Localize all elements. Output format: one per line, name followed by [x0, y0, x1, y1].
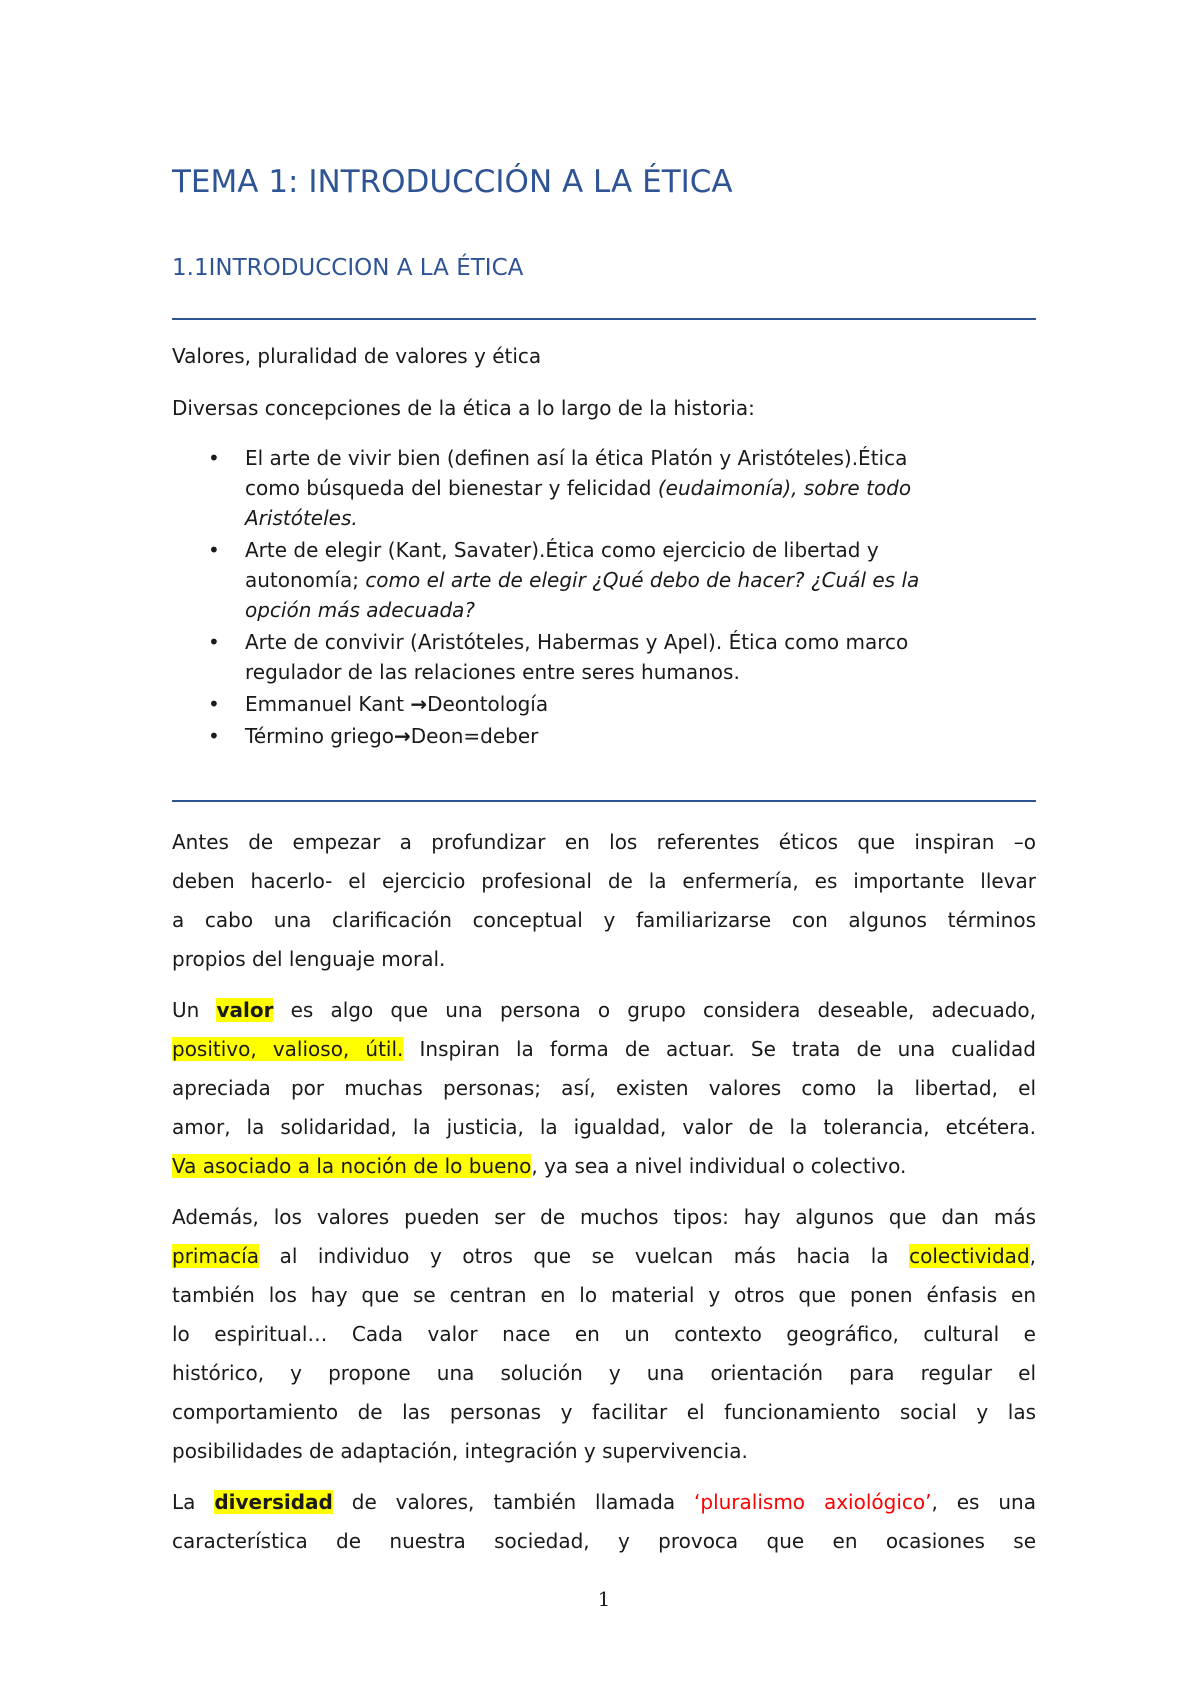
- section-divider-bottom: [172, 800, 1036, 802]
- red-term: ‘pluralismo axiológico’: [694, 1490, 932, 1514]
- bullet-icon: •: [208, 692, 220, 716]
- page-number: 1: [597, 1587, 611, 1611]
- list-item-text: regulador de las relaciones entre seres humanos.: [245, 660, 740, 684]
- list-item-text: Emmanuel Kant →Deontología: [245, 692, 549, 716]
- arrow-right-icon: →: [410, 692, 428, 716]
- intro-line-values: Valores, pluralidad de valores y ética: [172, 344, 542, 368]
- highlight-good: Va asociado a la noción de lo bueno: [172, 1154, 532, 1178]
- highlight-diversidad: diversidad: [214, 1490, 333, 1514]
- highlight-positive: positivo, valioso, útil.: [172, 1037, 404, 1061]
- list-item: [172, 721, 1036, 751]
- list-item-text: Aristóteles.: [245, 506, 358, 530]
- section-heading: 1.1INTRODUCCION A LA ÉTICA: [172, 255, 524, 281]
- paragraph-intro: Antes de empezar a profundizar en los referentes éticos que inspiran –o deben hacerlo- el ejercicio profesional de la enfermería, es importante llevar a cabo una clarificación conceptual y familiarizarse con algunos términos propios del lenguaje moral.: [172, 830, 1036, 971]
- bullet-icon: •: [208, 446, 220, 470]
- bullet-icon: •: [208, 724, 220, 748]
- arrow-right-icon: →: [394, 724, 411, 748]
- list-item-text: opción más adecuada?: [245, 598, 476, 622]
- document-title: TEMA 1: INTRODUCCIÓN A LA ÉTICA: [172, 164, 733, 200]
- highlight-colectividad: colectividad: [909, 1244, 1030, 1268]
- bullet-icon: •: [208, 630, 220, 654]
- list-item-text: Arte de convivir (Aristóteles, Habermas y Apel). Ética como marco: [245, 630, 909, 654]
- list-item-text: El arte de vivir bien (definen así la ética Platón y Aristóteles).Ética: [245, 446, 908, 470]
- paragraph-valor: Un valor es algo que una persona o grupo considera deseable, adecuado, positivo, valioso, útil. Inspiran la forma de actuar. Se trata de una cualidad apreciada por muchas personas; así, existen valores como la libertad, el amor, la solidaridad, la justicia, la igualdad, valor de la tolerancia, etcétera. Va asociado a la noción de lo bueno, ya sea a nivel individual o colectivo.: [172, 998, 1036, 1178]
- body-text: [172, 823, 1036, 1573]
- paragraph-types: Además, los valores pueden ser de muchos tipos: hay algunos que dan más primacía al individuo y otros que se vuelcan más hacia la colectividad, también los hay que se centran en lo material y otros que ponen énfasis en lo espiritual… Cada valor nace en un contexto geográfico, cultural e histórico, y propone una solución y una orientación para regular el comportamiento de las personas y facilitar el funcionamiento social y las posibilidades de adaptación, integración y supervivencia.: [172, 1205, 1036, 1463]
- intro-line-conceptions: Diversas concepciones de la ética a lo largo de la historia:: [172, 396, 755, 420]
- list-item: [172, 627, 1036, 687]
- highlight-valor: valor: [216, 998, 274, 1022]
- highlight-primacia: primacía: [172, 1244, 260, 1268]
- list-item-text: como búsqueda del bienestar y felicidad (eudaimonía), sobre todo: [245, 476, 912, 500]
- section-divider-top: [172, 318, 1036, 320]
- bullet-icon: •: [208, 538, 220, 562]
- list-item: [172, 535, 1036, 625]
- list-item-text: Término griego→Deon=deber: [245, 724, 539, 748]
- conceptions-list: [172, 443, 1036, 753]
- list-item-text: autonomía; como el arte de elegir ¿Qué debo de hacer? ¿Cuál es la: [245, 568, 920, 592]
- list-item: [172, 689, 1036, 719]
- paragraph-diversity: La diversidad de valores, también llamada ‘pluralismo axiológico’, es una característica de nuestra sociedad, y provoca que en ocasiones se: [172, 1490, 1036, 1553]
- list-item: [172, 443, 1036, 533]
- list-item-text: Arte de elegir (Kant, Savater).Ética como ejercicio de libertad y: [245, 538, 879, 562]
